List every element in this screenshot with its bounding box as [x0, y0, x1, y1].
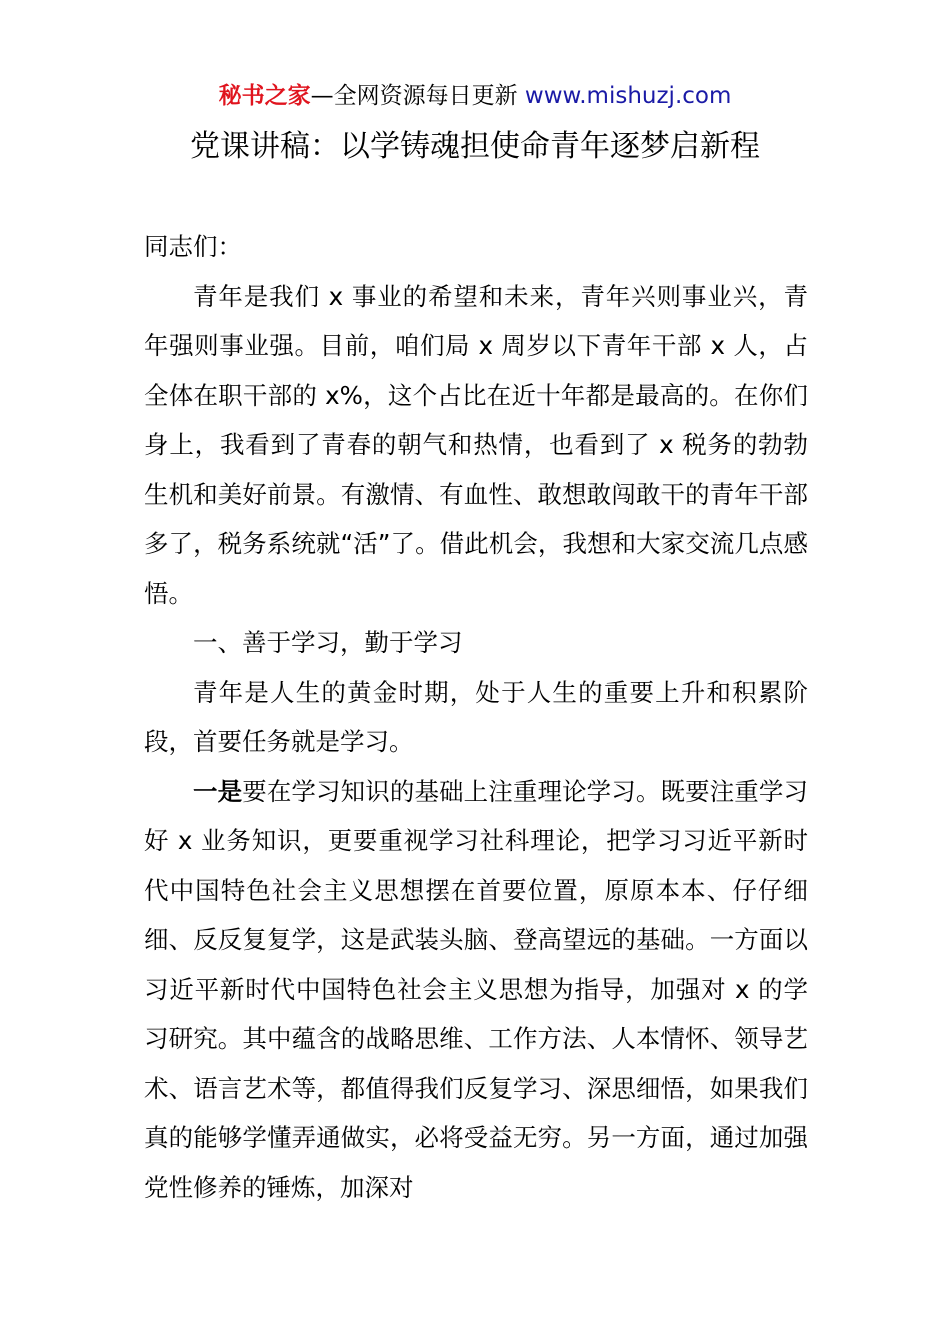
point-text: 要在学习知识的基础上注重理论学习。既要注重学习好 x 业务知识，更要重视学习社科理论，把学习习近平新时代中国特色社会主义思想摆在首要位置，原原本本、仔仔细细、反反复复学，这是武装头脑、登高望远的基础。一方面以习近平新时代中国特色社会主义思想为指导，加强对 x 的学习研究。其中蕴含的战略思维、工作方法、人本情怀、领导艺术、语言艺术等，都值得我们反复学习、深思细悟，如果我们真的能够学懂弄通做实，必将受益无穷。另一方面，通过加强党性修养的锤炼，加深对: [144, 776, 809, 1202]
paragraph: 青年是人生的黄金时期，处于人生的重要上升和积累阶段，首要任务就是学习。: [144, 677, 808, 756]
point-lead: 一是: [193, 776, 243, 806]
site-url-link[interactable]: www.mishuzj.com: [524, 83, 732, 109]
salutation: 同志们：: [144, 232, 242, 261]
site-tagline: —全网资源每日更新: [310, 83, 525, 109]
document-body: [144, 222, 808, 1212]
paragraph: [144, 767, 808, 1213]
site-brand: 秘书之家: [218, 83, 311, 109]
paragraph: 青年是我们 x 事业的希望和未来，青年兴则事业兴，青年强则事业强。目前，咱们局 x 周岁以下青年干部 x 人，占全体在职干部的 x%，这个占比在近十年都是最高的。在你们身上，我看到了青春的朝气和热情，也看到了 x 税务的勃勃生机和美好前景。有激情、有血性、敢想敢闯敢干的青年干部多了，税务系统就“活”了。借此机会，我想和大家交流几点感悟。: [144, 281, 808, 608]
site-header: [0, 80, 950, 112]
section-heading: 一、善于学习，勤于学习: [193, 628, 463, 657]
document-title: 党课讲稿：以学铸魂担使命青年逐梦启新程: [190, 129, 760, 164]
